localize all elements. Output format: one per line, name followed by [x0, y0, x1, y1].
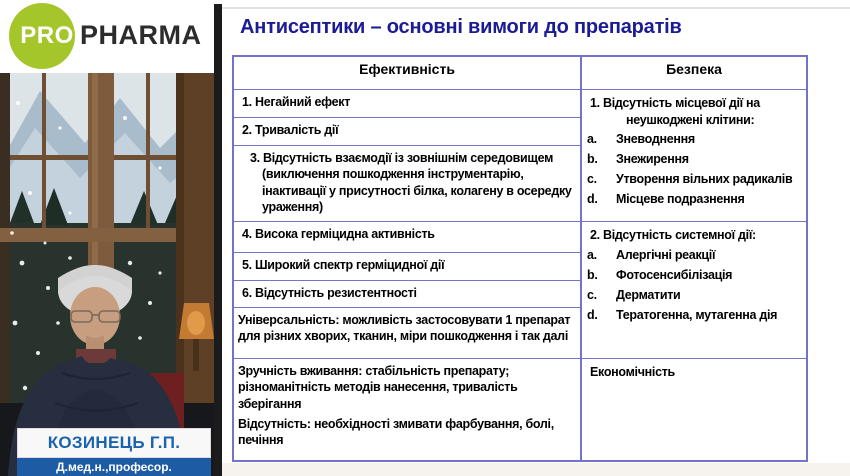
- item-text: Дерматити: [616, 288, 681, 302]
- presenter-name: КОЗИНЕЦЬ Г.П.: [47, 433, 181, 452]
- propharma-logo-icon: [9, 3, 75, 69]
- list-item: [582, 247, 804, 264]
- row-text: 3. Відсутність взаємодії із зовнішнім середовищем: [250, 151, 554, 166]
- item-letter: d.: [587, 307, 598, 322]
- slide-top-rule: [222, 7, 850, 9]
- column-header-safety: Безпека: [582, 57, 806, 90]
- presenter-degree-plate: [17, 458, 211, 476]
- logo-pro-text: PRO: [20, 22, 74, 49]
- presenter-degree: Д.мед.н.,професор.: [56, 460, 172, 474]
- panel-divider: [214, 4, 222, 476]
- row-text: 6. Відсутність резистентності: [242, 285, 417, 300]
- item-letter: c.: [587, 288, 597, 302]
- table-row: [234, 222, 580, 253]
- item-letter: b.: [587, 268, 598, 283]
- item-text: Фотосенсибілізація: [616, 268, 733, 283]
- item-letter: a.: [587, 132, 597, 147]
- row-text: Зручність вживання: стабільність препарату; різноманітність методів нанесення, тривалість зберігання: [238, 364, 518, 411]
- item-text: Знежирення: [616, 152, 689, 167]
- table-row: [234, 118, 580, 146]
- slide-title: Антисептики – основні вимоги до препаратів: [240, 16, 682, 38]
- list-item: [582, 307, 804, 324]
- item-letter: c.: [587, 172, 597, 187]
- item-text: Місцеве подразнення: [616, 192, 745, 207]
- table-row: [234, 90, 580, 119]
- list-item: [582, 171, 804, 188]
- item-text: Утворення вільних радикалів: [616, 172, 793, 187]
- table-row: [234, 359, 580, 460]
- group-heading: Економічність: [590, 365, 675, 379]
- brand-logo: [0, 0, 215, 73]
- list-item: [582, 287, 804, 304]
- group-heading: 2. Відсутність системної дії:: [590, 228, 756, 243]
- list-item: [582, 267, 804, 284]
- logo-pharma-text: PHARMA: [80, 20, 202, 50]
- row-text: 5. Широкий спектр герміцидної дії: [242, 258, 445, 273]
- list-item: [582, 151, 804, 168]
- item-text: Тератогенна, мутагенна дія: [616, 307, 778, 322]
- slide-bottom-strip: [222, 463, 850, 476]
- item-text: Алергічні реакції: [616, 248, 716, 263]
- row-text: 2. Тривалість дії: [242, 123, 339, 138]
- row-text: 1. Негайний ефект: [242, 94, 351, 109]
- video-scene: [0, 73, 215, 476]
- row-subtext: Відсутність: необхідності змивати фарбування, болі, печіння: [238, 416, 554, 448]
- row-subtext: (виключення пошкодження інструментарію, інактивації у присутності білка, колагену в осередку ураження): [262, 167, 572, 214]
- table-group: [582, 90, 806, 223]
- row-text: Універсальність: можливість застосовувати 1 препарат для різних хворих, тканин, міри пошкодження і так далі: [238, 312, 571, 343]
- table-row: [234, 253, 580, 281]
- column-header-effectiveness: Ефективність: [234, 57, 580, 90]
- item-letter: d.: [587, 192, 598, 207]
- row-text: 4. Висока герміцидна активність: [242, 227, 435, 242]
- item-letter: a.: [587, 248, 597, 263]
- slide: [222, 0, 850, 476]
- table-group: [582, 359, 806, 460]
- group-heading: 1. Відсутність місцевої дії на неушкоджені клітини:: [590, 95, 760, 127]
- table-row: [234, 308, 580, 359]
- list-item: [582, 131, 804, 148]
- column-safety: [582, 57, 806, 460]
- list-item: [582, 191, 804, 208]
- table-group: [582, 222, 806, 359]
- table-row: [234, 146, 580, 222]
- table-row: [234, 281, 580, 308]
- presenter-video: [0, 0, 215, 476]
- requirements-table: [232, 55, 808, 462]
- presenter-name-plate: [17, 428, 211, 458]
- item-letter: b.: [587, 152, 598, 167]
- column-effectiveness: [234, 57, 582, 460]
- item-text: Зневоднення: [616, 132, 695, 147]
